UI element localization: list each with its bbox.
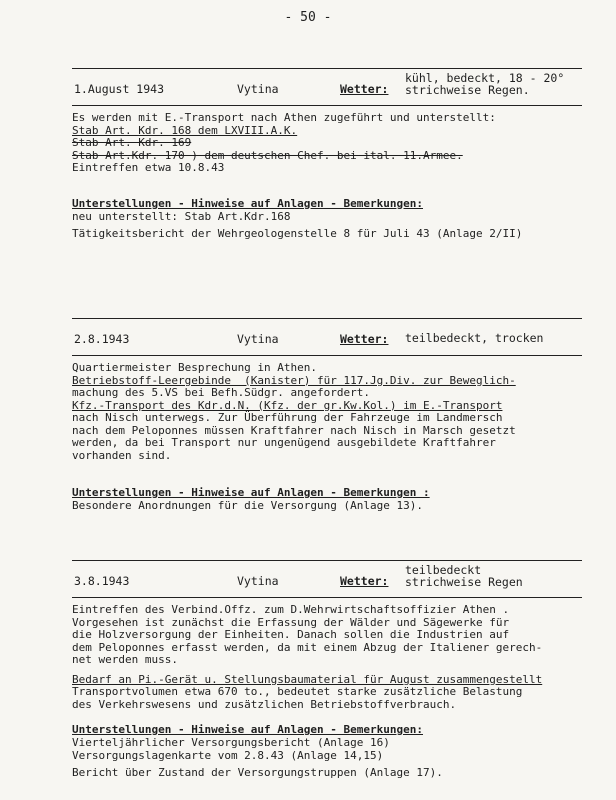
remark-line: Vierteljährlicher Versorgungsbericht (Anlage 16) [72, 736, 390, 749]
entry-header [72, 560, 582, 598]
remark-line: Tätigkeitsbericht der Wehrgeologenstelle 8 für Juli 43 (Anlage 2/II) [72, 226, 523, 240]
text-line: nach Nisch unterwegs. Zur Überführung der Fahrzeuge im Landmersch [72, 411, 503, 424]
text-line: die Holzversorgung der Einheiten. Danach sollen die Industrien auf [72, 628, 510, 641]
weather-label: Wetter: [340, 574, 389, 588]
diary-entry-1 [72, 68, 582, 240]
weather-line: strichweise Regen [405, 575, 523, 589]
entry-body [72, 362, 582, 462]
entry-header [72, 318, 582, 356]
page-number: - 50 - [284, 10, 332, 25]
remarks-section [72, 723, 582, 779]
text-line: Betriebstoff-Leergebinde (Kanister) für 117.Jg.Div. zur Beweglich- [72, 373, 516, 387]
divider [72, 318, 582, 319]
weather-text [405, 564, 585, 588]
weather-label: Wetter: [340, 82, 389, 96]
entry-date: 2.8.1943 [74, 332, 130, 346]
remarks-section [72, 197, 582, 240]
diary-entry-2 [72, 318, 582, 512]
text-line: dem Peloponnes erfasst werden, da mit einem Abzug der Italiener gerech- [72, 640, 543, 654]
text-line: Bedarf an Pi.-Gerät u. Stellungsbaumaterial für August zusammengestellt [72, 672, 543, 686]
weather-text [405, 72, 585, 96]
text-line: Stab Art. Kdr. 169 [72, 136, 192, 149]
divider [72, 597, 582, 598]
text-line: Eintreffen etwa 10.8.43 [72, 161, 225, 174]
remarks-header: Unterstellungen - Hinweise auf Anlagen - Bemerkungen : [72, 486, 430, 499]
diary-entry-3 [72, 560, 582, 779]
weather-line: kühl, bedeckt, 18 - 20° [405, 71, 565, 85]
divider [72, 68, 582, 69]
weather-line: teilbedeckt [405, 563, 482, 577]
text-line: werden, da bei Transport nur ungenügend ausgebildete Kraftfahrer [72, 436, 496, 449]
divider [72, 560, 582, 561]
divider [72, 355, 582, 356]
text-line: net werden muss. [72, 653, 178, 666]
remarks-header: Unterstellungen - Hinweise auf Anlagen - Bemerkungen: [72, 196, 423, 210]
text-line: machung des 5.VS bei Befh.Südgr. angefordert. [72, 386, 371, 399]
remark-line: Besondere Anordnungen für die Versorgung (Anlage 13). [72, 499, 423, 512]
remark-line: Versorgungslagenkarte vom 2.8.43 (Anlage 14,15) [72, 749, 384, 762]
text-line: nach dem Peloponnes müssen Kraftfahrer nach Nisch in Marsch gesetzt [72, 423, 516, 437]
remarks-header: Unterstellungen - Hinweise auf Anlagen - Bemerkungen: [72, 723, 423, 736]
weather-label: Wetter: [340, 332, 389, 346]
entry-header [72, 68, 582, 106]
entry-place: Vytina [237, 574, 279, 588]
remark-line: Bericht über Zustand der Versorgungstruppen (Anlage 17). [72, 766, 443, 779]
text-line: vorhanden sind. [72, 448, 172, 462]
entry-place: Vytina [237, 332, 279, 346]
weather-line: teilbedeckt, trocken [405, 331, 544, 345]
text-line: des Verkehrswesens und zusätzlichen Betriebstoffverbrauch. [72, 697, 457, 711]
text-line: Transportvolumen etwa 670 to., bedeutet starke zusätzliche Belastung [72, 685, 523, 698]
entry-body [72, 112, 582, 175]
entry-place: Vytina [237, 82, 279, 96]
remarks-section [72, 486, 582, 512]
divider [72, 105, 582, 106]
text-line: Vorgesehen ist zunächst die Erfassung der Wälder und Sägewerke für [72, 615, 510, 629]
remark-line: neu unterstellt: Stab Art.Kdr.168 [72, 209, 291, 223]
text-line: Quartiermeister Besprechung in Athen. [72, 361, 318, 374]
weather-text [405, 332, 585, 344]
text-line: Eintreffen des Verbind.Offz. zum D.Wehrwirtschaftsoffizier Athen . [72, 603, 510, 616]
text-line: Es werden mit E.-Transport nach Athen zugeführt und unterstellt: [72, 111, 496, 124]
entry-body [72, 604, 582, 711]
text-line: Stab Art. Kdr. 168 dem LXVIII.A.K. [72, 123, 298, 137]
weather-line: strichweise Regen. [405, 83, 530, 97]
entry-date: 3.8.1943 [74, 574, 130, 588]
text-line: Stab Art.Kdr. 170 ) dem deutschen Chef. bei ital. 11.Armee. [72, 148, 463, 162]
text-line: Kfz.-Transport des Kdr.d.N. (Kfz. der gr.Kw.Kol.) im E.-Transport [72, 398, 503, 412]
entry-date: 1.August 1943 [74, 82, 165, 96]
